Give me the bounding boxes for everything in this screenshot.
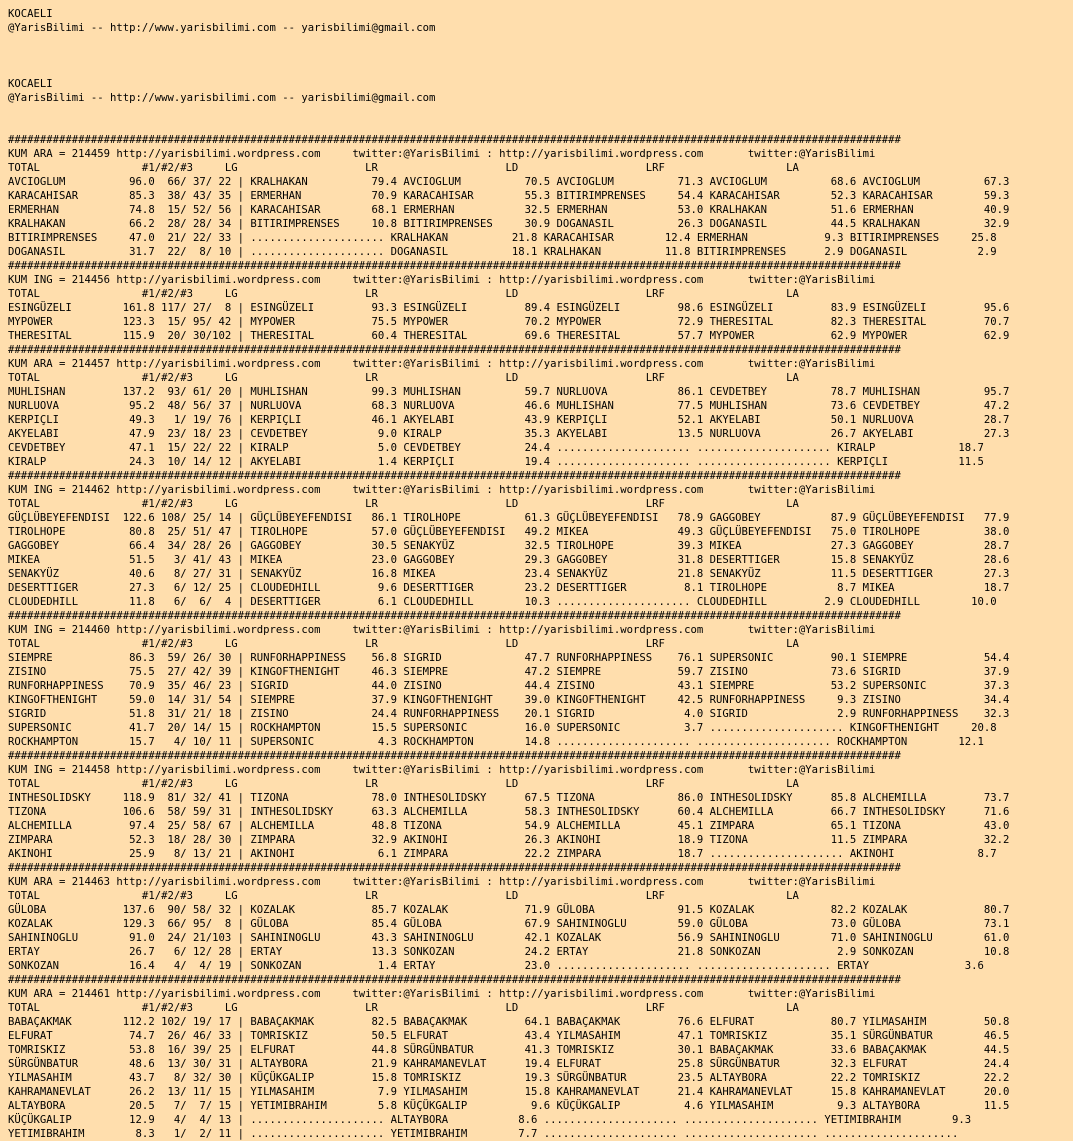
horse-row: YILMASAHIM 43.7 8/ 32/ 30 | KÜÇÜKGALIP 15.8 TOMRISKIZ 19.3 SÜRGÜNBATUR 23.5 ALTAYBORA 22.2 TOMRISKIZ 22.2 <box>8 1072 1010 1084</box>
horse-row: CEVDETBEY 47.1 15/ 22/ 22 | KIRALP 5.0 CEVDETBEY 24.4 ..................... ..................... KIRALP 18.7 <box>8 442 984 454</box>
race-title: KUM ING = 214458 http://yarisbilimi.wordpress.com twitter:@YarisBilimi : http://yarisbilimi.wordpress.com twitter:@YarisBilimi <box>8 764 876 776</box>
race-title: KUM ARA = 214461 http://yarisbilimi.wordpress.com twitter:@YarisBilimi : http://yarisbilimi.wordpress.com twitter:@YarisBilimi <box>8 988 876 1000</box>
column-header: TOTAL #1/#2/#3 LG LR LD LRF LA <box>8 372 799 384</box>
horse-row: AVCIOGLUM 96.0 66/ 37/ 22 | KRALHAKAN 79.4 AVCIOGLUM 70.5 AVCIOGLUM 71.3 AVCIOGLUM 68.6 AVCIOGLUM 67.3 <box>8 176 1010 188</box>
horse-row: TOMRISKIZ 53.8 16/ 39/ 25 | ELFURAT 44.8 SÜRGÜNBATUR 41.3 TOMRISKIZ 30.1 BABAÇAKMAK 33.6 BABAÇAKMAK 44.5 <box>8 1044 1010 1056</box>
horse-row: BITIRIMPRENSES 47.0 21/ 22/ 33 | ..................... KRALHAKAN 21.8 KARACAHISAR 12.4 ERMERHAN 9.3 BITIRIMPRENSES 25.8 <box>8 232 997 244</box>
horse-row: TIROLHOPE 80.8 25/ 51/ 47 | TIROLHOPE 57.0 GÜÇLÜBEYEFENDISI 49.2 MIKEA 49.3 GÜÇLÜBEYEFENDISI 75.0 TIROLHOPE 38.0 <box>8 526 1010 538</box>
horse-row: MYPOWER 123.3 15/ 95/ 42 | MYPOWER 75.5 MYPOWER 70.2 MYPOWER 72.9 THERESITAL 82.3 THERESITAL 70.7 <box>8 316 1010 328</box>
header-line: KOCAELI <box>8 8 53 20</box>
separator-line: ############################################################################################################################################ <box>8 134 901 146</box>
horse-row: ERTAY 26.7 6/ 12/ 28 | ERTAY 13.3 SONKOZAN 24.2 ERTAY 21.8 SONKOZAN 2.9 SONKOZAN 10.8 <box>8 946 1010 958</box>
separator-line: ############################################################################################################################################ <box>8 344 901 356</box>
horse-row: THERESITAL 115.9 20/ 30/102 | THERESITAL 60.4 THERESITAL 69.6 THERESITAL 57.7 MYPOWER 62.9 MYPOWER 62.9 <box>8 330 1010 342</box>
header-line: @YarisBilimi -- http://www.yarisbilimi.com -- yarisbilimi@gmail.com <box>8 22 436 34</box>
horse-row: MIKEA 51.5 3/ 41/ 43 | MIKEA 23.0 GAGGOBEY 29.3 GAGGOBEY 31.8 DESERTTIGER 15.8 SENAKYÜZ 28.6 <box>8 554 1010 566</box>
header-line <box>8 105 1073 119</box>
horse-row: KERPIÇLI 49.3 1/ 19/ 76 | KERPIÇLI 46.1 AKYELABI 43.9 KERPIÇLI 52.1 AKYELABI 50.1 NURLUOVA 28.7 <box>8 414 1010 426</box>
separator-line: ############################################################################################################################################ <box>8 470 901 482</box>
horse-row: SONKOZAN 16.4 4/ 4/ 19 | SONKOZAN 1.4 ERTAY 23.0 ..................... ..................... ERTAY 3.6 <box>8 960 984 972</box>
separator-line: ############################################################################################################################################ <box>8 750 901 762</box>
horse-row: RUNFORHAPPINESS 70.9 35/ 46/ 23 | SIGRID 44.0 ZISINO 44.4 ZISINO 43.1 SIEMPRE 53.2 SUPERSONIC 37.3 <box>8 680 1010 692</box>
race-title: KUM ARA = 214463 http://yarisbilimi.wordpress.com twitter:@YarisBilimi : http://yarisbilimi.wordpress.com twitter:@YarisBilimi <box>8 876 876 888</box>
horse-row: KARACAHISAR 85.3 38/ 43/ 35 | ERMERHAN 70.9 KARACAHISAR 55.3 BITIRIMPRENSES 54.4 KARACAHISAR 52.3 KARACAHISAR 59.3 <box>8 190 1010 202</box>
column-header: TOTAL #1/#2/#3 LG LR LD LRF LA <box>8 288 799 300</box>
horse-row: DOGANASIL 31.7 22/ 8/ 10 | ..................... DOGANASIL 18.1 KRALHAKAN 11.8 BITIRIMPRENSES 2.9 DOGANASIL 2.9 <box>8 246 997 258</box>
horse-row: ALTAYBORA 20.5 7/ 7/ 15 | YETIMIBRAHIM 5.8 KÜÇÜKGALIP 9.6 KÜÇÜKGALIP 4.6 YILMASAHIM 9.3 ALTAYBORA 11.5 <box>8 1100 1010 1112</box>
horse-row: ELFURAT 74.7 26/ 46/ 33 | TOMRISKIZ 50.5 ELFURAT 43.4 YILMASAHIM 47.1 TOMRISKIZ 35.1 SÜRGÜNBATUR 46.5 <box>8 1030 1010 1042</box>
header-line <box>8 119 1073 133</box>
horse-row: BABAÇAKMAK 112.2 102/ 19/ 17 | BABAÇAKMAK 82.5 BABAÇAKMAK 64.1 BABAÇAKMAK 76.6 ELFURAT 80.7 YILMASAHIM 50.8 <box>8 1016 1010 1028</box>
race-title: KUM ING = 214460 http://yarisbilimi.wordpress.com twitter:@YarisBilimi : http://yarisbilimi.wordpress.com twitter:@YarisBilimi <box>8 624 876 636</box>
header-line: @YarisBilimi -- http://www.yarisbilimi.com -- yarisbilimi@gmail.com <box>8 92 436 104</box>
race-title: KUM ARA = 214459 http://yarisbilimi.wordpress.com twitter:@YarisBilimi : http://yarisbilimi.wordpress.com twitter:@YarisBilimi <box>8 148 876 160</box>
horse-row: ROCKHAMPTON 15.7 4/ 10/ 11 | SUPERSONIC 4.3 ROCKHAMPTON 14.8 ..................... ..................... ROCKHAMPTON 12.1 <box>8 736 984 748</box>
horse-row: SÜRGÜNBATUR 48.6 13/ 30/ 31 | ALTAYBORA 21.9 KAHRAMANEVLAT 19.4 ELFURAT 25.8 SÜRGÜNBATUR 32.3 ELFURAT 24.4 <box>8 1058 1010 1070</box>
column-header: TOTAL #1/#2/#3 LG LR LD LRF LA <box>8 890 799 902</box>
horse-row: KRALHAKAN 66.2 28/ 28/ 34 | BITIRIMPRENSES 10.8 BITIRIMPRENSES 30.9 DOGANASIL 26.3 DOGANASIL 44.5 KRALHAKAN 32.9 <box>8 218 1010 230</box>
horse-row: SUPERSONIC 41.7 20/ 14/ 15 | ROCKHAMPTON 15.5 SUPERSONIC 16.0 SUPERSONIC 3.7 ..................... KINGOFTHENIGHT 20.8 <box>8 722 997 734</box>
column-header: TOTAL #1/#2/#3 LG LR LD LRF LA <box>8 162 799 174</box>
race-title: KUM ING = 214456 http://yarisbilimi.wordpress.com twitter:@YarisBilimi : http://yarisbilimi.wordpress.com twitter:@YarisBilimi <box>8 274 876 286</box>
horse-row: ZIMPARA 52.3 18/ 28/ 30 | ZIMPARA 32.9 AKINOHI 26.3 AKINOHI 18.9 TIZONA 11.5 ZIMPARA 32.2 <box>8 834 1010 846</box>
horse-row: SIEMPRE 86.3 59/ 26/ 30 | RUNFORHAPPINESS 56.8 SIGRID 47.7 RUNFORHAPPINESS 76.1 SUPERSONIC 90.1 SIEMPRE 54.4 <box>8 652 1010 664</box>
race-title: KUM ARA = 214457 http://yarisbilimi.wordpress.com twitter:@YarisBilimi : http://yarisbilimi.wordpress.com twitter:@YarisBilimi <box>8 358 876 370</box>
separator-line: ############################################################################################################################################ <box>8 974 901 986</box>
horse-row: DESERTTIGER 27.3 6/ 12/ 25 | CLOUDEDHILL 9.6 DESERTTIGER 23.2 DESERTTIGER 8.1 TIROLHOPE 8.7 MIKEA 18.7 <box>8 582 1010 594</box>
horse-row: KOZALAK 129.3 66/ 95/ 8 | GÜLOBA 85.4 GÜLOBA 67.9 SAHININOGLU 59.0 GÜLOBA 73.0 GÜLOBA 73.1 <box>8 918 1010 930</box>
horse-row: KÜÇÜKGALIP 12.9 4/ 4/ 13 | ..................... ALTAYBORA 8.6 ..................... ..................... YETIMIBRAHIM 9.3 <box>8 1114 972 1126</box>
separator-line: ############################################################################################################################################ <box>8 260 901 272</box>
horse-row: KAHRAMANEVLAT 26.2 13/ 11/ 15 | YILMASAHIM 7.9 YILMASAHIM 15.8 KAHRAMANEVLAT 21.4 KAHRAMANEVLAT 15.8 KAHRAMANEVLAT 20.0 <box>8 1086 1010 1098</box>
horse-row: NURLUOVA 95.2 48/ 56/ 37 | NURLUOVA 68.3 NURLUOVA 46.6 MUHLISHAN 77.5 MUHLISHAN 73.6 CEVDETBEY 47.2 <box>8 400 1010 412</box>
horse-row: SENAKYÜZ 40.6 8/ 27/ 31 | SENAKYÜZ 16.8 MIKEA 23.4 SENAKYÜZ 21.8 SENAKYÜZ 11.5 DESERTTIGER 27.3 <box>8 568 1010 580</box>
horse-row: GÜÇLÜBEYEFENDISI 122.6 108/ 25/ 14 | GÜÇLÜBEYEFENDISI 86.1 TIROLHOPE 61.3 GÜÇLÜBEYEFENDISI 78.9 GAGGOBEY 87.9 GÜÇLÜBEYEFENDISI 77.9 <box>8 512 1010 524</box>
horse-row: ERMERHAN 74.8 15/ 52/ 56 | KARACAHISAR 68.1 ERMERHAN 32.5 ERMERHAN 53.0 KRALHAKAN 51.6 ERMERHAN 40.9 <box>8 204 1010 216</box>
horse-row: GÜLOBA 137.6 90/ 58/ 32 | KOZALAK 85.7 KOZALAK 71.9 GÜLOBA 91.5 KOZALAK 82.2 KOZALAK 80.7 <box>8 904 1010 916</box>
horse-row: SAHININOGLU 91.0 24/ 21/103 | SAHININOGLU 43.3 SAHININOGLU 42.1 KOZALAK 56.9 SAHININOGLU 71.0 SAHININOGLU 61.0 <box>8 932 1010 944</box>
header-line: KOCAELI <box>8 78 53 90</box>
horse-row: SIGRID 51.8 31/ 21/ 18 | ZISINO 24.4 RUNFORHAPPINESS 20.1 SIGRID 4.0 SIGRID 2.9 RUNFORHAPPINESS 32.3 <box>8 708 1010 720</box>
horse-row: CLOUDEDHILL 11.8 6/ 6/ 4 | DESERTTIGER 6.1 CLOUDEDHILL 10.3 ..................... CLOUDEDHILL 2.9 CLOUDEDHILL 10.0 <box>8 596 997 608</box>
separator-line: ############################################################################################################################################ <box>8 862 901 874</box>
horse-row: INTHESOLIDSKY 118.9 81/ 32/ 41 | TIZONA 78.0 INTHESOLIDSKY 67.5 TIZONA 86.0 INTHESOLIDSKY 85.8 ALCHEMILLA 73.7 <box>8 792 1010 804</box>
horse-row: ZISINO 75.5 27/ 42/ 39 | KINGOFTHENIGHT 46.3 SIEMPRE 47.2 SIEMPRE 59.7 ZISINO 73.6 SIGRID 37.9 <box>8 666 1010 678</box>
header-line <box>8 63 1073 77</box>
horse-row: GAGGOBEY 66.4 34/ 28/ 26 | GAGGOBEY 30.5 SENAKYÜZ 32.5 TIROLHOPE 39.3 MIKEA 27.3 GAGGOBEY 28.7 <box>8 540 1010 552</box>
header-line <box>8 35 1073 49</box>
horse-row: ALCHEMILLA 97.4 25/ 58/ 67 | ALCHEMILLA 48.8 TIZONA 54.9 ALCHEMILLA 45.1 ZIMPARA 65.1 TIZONA 43.0 <box>8 820 1010 832</box>
horse-row: KINGOFTHENIGHT 59.0 14/ 31/ 54 | SIEMPRE 37.9 KINGOFTHENIGHT 39.0 KINGOFTHENIGHT 42.5 RUNFORHAPPINESS 9.3 ZISINO 34.4 <box>8 694 1010 706</box>
horse-row: TIZONA 106.6 58/ 59/ 31 | INTHESOLIDSKY 63.3 ALCHEMILLA 58.3 INTHESOLIDSKY 60.4 ALCHEMILLA 66.7 INTHESOLIDSKY 71.6 <box>8 806 1010 818</box>
horse-row: ESINGÜZELI 161.8 117/ 27/ 8 | ESINGÜZELI 93.3 ESINGÜZELI 89.4 ESINGÜZELI 98.6 ESINGÜZELI 83.9 ESINGÜZELI 95.6 <box>8 302 1010 314</box>
horse-row: MUHLISHAN 137.2 93/ 61/ 20 | MUHLISHAN 99.3 MUHLISHAN 59.7 NURLUOVA 86.1 CEVDETBEY 78.7 MUHLISHAN 95.7 <box>8 386 1010 398</box>
column-header: TOTAL #1/#2/#3 LG LR LD LRF LA <box>8 638 799 650</box>
race-title: KUM ING = 214462 http://yarisbilimi.wordpress.com twitter:@YarisBilimi : http://yarisbilimi.wordpress.com twitter:@YarisBilimi <box>8 484 876 496</box>
horse-row: AKYELABI 47.9 23/ 18/ 23 | CEVDETBEY 9.0 KIRALP 35.3 AKYELABI 13.5 NURLUOVA 26.7 AKYELABI 27.3 <box>8 428 1010 440</box>
column-header: TOTAL #1/#2/#3 LG LR LD LRF LA <box>8 498 799 510</box>
header-line <box>8 49 1073 63</box>
horse-row: AKINOHI 25.9 8/ 13/ 21 | AKINOHI 6.1 ZIMPARA 22.2 ZIMPARA 18.7 ..................... AKINOHI 8.7 <box>8 848 997 860</box>
column-header: TOTAL #1/#2/#3 LG LR LD LRF LA <box>8 778 799 790</box>
horse-row: YETIMIBRAHIM 8.3 1/ 2/ 11 | ..................... YETIMIBRAHIM 7.7 ..................... ..................... ..................... <box>8 1128 959 1140</box>
separator-line: ############################################################################################################################################ <box>8 610 901 622</box>
horse-row: KIRALP 24.3 10/ 14/ 12 | AKYELABI 1.4 KERPIÇLI 19.4 ..................... ..................... KERPIÇLI 11.5 <box>8 456 984 468</box>
column-header: TOTAL #1/#2/#3 LG LR LD LRF LA <box>8 1002 799 1014</box>
